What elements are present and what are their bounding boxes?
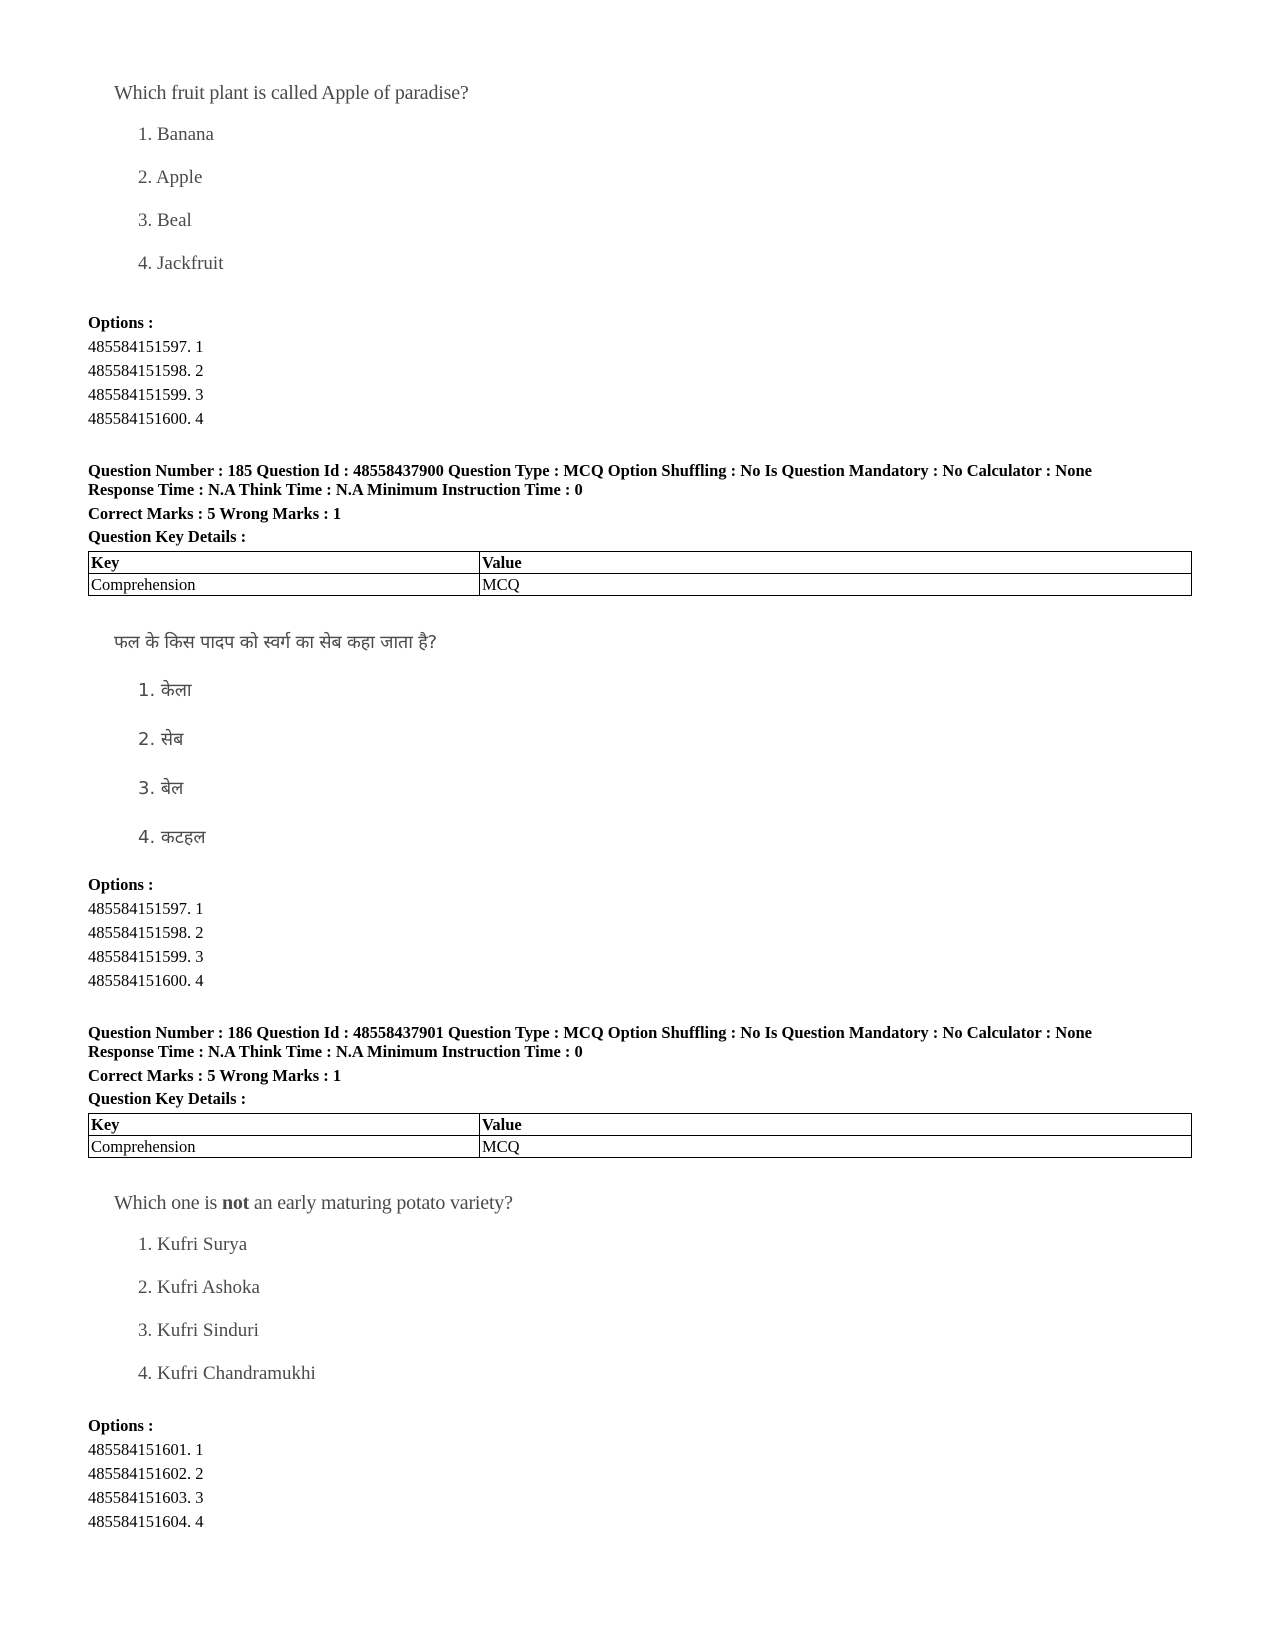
table-row (89, 574, 1192, 596)
option-row: 485584151597. 1 (88, 899, 204, 918)
choice: 1. केला (138, 680, 192, 701)
option-row: 485584151600. 4 (88, 971, 204, 990)
option-row: 485584151603. 3 (88, 1488, 204, 1507)
cell-key: Comprehension (89, 574, 480, 596)
options-label: Options : (88, 313, 154, 332)
question-meta: Question Number : 186 Question Id : 48558437901 Question Type : MCQ Option Shuffling : No Is Question Mandatory : No Calculator : None (88, 1023, 1092, 1042)
question-184-image (114, 82, 469, 275)
marks-line: Correct Marks : 5 Wrong Marks : 1 (88, 1066, 342, 1085)
choice: 2. सेब (138, 729, 184, 750)
choice: 4. Jackfruit (138, 253, 224, 274)
question-meta: Response Time : N.A Think Time : N.A Minimum Instruction Time : 0 (88, 1042, 583, 1061)
question-text: Which fruit plant is called Apple of paradise? (114, 82, 469, 104)
question-186-image (114, 1192, 513, 1385)
key-details-table (88, 551, 1192, 596)
question-text-post: an early maturing potato variety? (249, 1192, 513, 1214)
header-key: Key (89, 552, 480, 574)
header-value: Value (480, 552, 1192, 574)
choice: 3. बेल (138, 778, 184, 799)
question-text-pre: Which one is (114, 1192, 222, 1214)
question-text-emphasis: not (221, 1192, 250, 1214)
table-header-row (89, 1114, 1192, 1136)
option-row: 485584151598. 2 (88, 923, 204, 942)
question-meta: Response Time : N.A Think Time : N.A Minimum Instruction Time : 0 (88, 480, 583, 499)
question-text: फल के किस पादप को स्वर्ग का सेब कहा जाता है? (114, 632, 437, 653)
key-details-label: Question Key Details : (88, 1089, 247, 1108)
key-details-table (88, 1113, 1192, 1158)
table-header-row (89, 552, 1192, 574)
choice: 1. Banana (138, 124, 214, 145)
option-row: 485584151600. 4 (88, 409, 204, 428)
header-key: Key (89, 1114, 480, 1136)
option-row: 485584151599. 3 (88, 385, 204, 404)
question-185-image (114, 630, 437, 849)
question-meta: Question Number : 185 Question Id : 48558437900 Question Type : MCQ Option Shuffling : No Is Question Mandatory : No Calculator : None (88, 461, 1092, 480)
key-details-label: Question Key Details : (88, 527, 247, 546)
option-row: 485584151604. 4 (88, 1512, 204, 1531)
option-row: 485584151599. 3 (88, 947, 204, 966)
choice: 2. Kufri Ashoka (138, 1277, 260, 1298)
option-row: 485584151598. 2 (88, 361, 204, 380)
cell-value: MCQ (480, 574, 1192, 596)
option-row: 485584151602. 2 (88, 1464, 204, 1483)
choice: 1. Kufri Surya (138, 1234, 248, 1255)
choice: 2. Apple (138, 167, 203, 188)
choice: 3. Kufri Sinduri (138, 1320, 259, 1341)
choice: 3. Beal (138, 210, 192, 231)
question-text (114, 1192, 513, 1215)
cell-key: Comprehension (89, 1136, 480, 1158)
choice: 4. Kufri Chandramukhi (138, 1363, 316, 1384)
options-label: Options : (88, 1416, 154, 1435)
cell-value: MCQ (480, 1136, 1192, 1158)
option-row: 485584151597. 1 (88, 337, 204, 356)
table-row (89, 1136, 1192, 1158)
option-row: 485584151601. 1 (88, 1440, 204, 1459)
header-value: Value (480, 1114, 1192, 1136)
choice: 4. कटहल (138, 827, 206, 848)
marks-line: Correct Marks : 5 Wrong Marks : 1 (88, 504, 342, 523)
options-label: Options : (88, 875, 154, 894)
